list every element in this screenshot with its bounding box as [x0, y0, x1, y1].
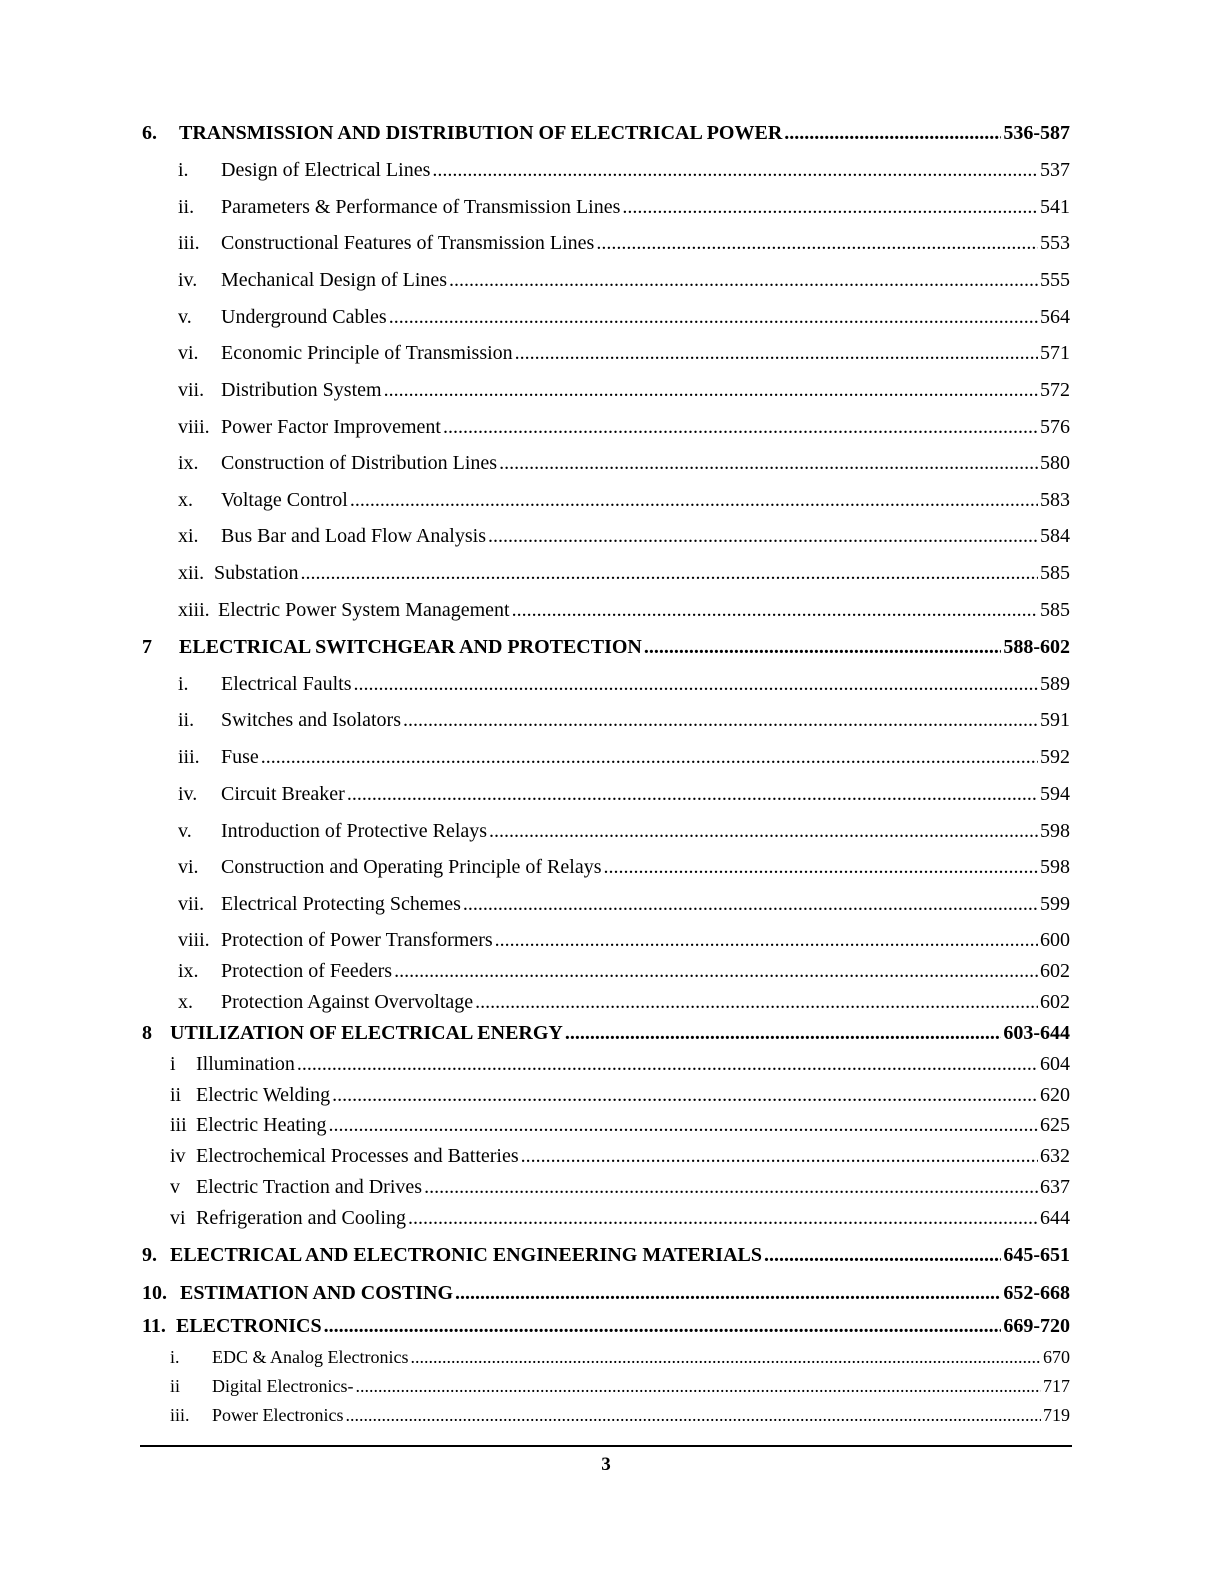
dot-leader: [329, 1114, 1039, 1137]
toc-section-entry[interactable]: [221, 783, 1070, 806]
dot-leader: [495, 929, 1038, 952]
toc-entry-title: Voltage Control: [221, 489, 348, 511]
toc-entry-number: x.: [178, 489, 193, 511]
toc-entry-title: ELECTRICAL AND ELECTRONIC ENGINEERING MATERIALS: [170, 1244, 762, 1266]
toc-entry-title: TRANSMISSION AND DISTRIBUTION OF ELECTRICAL POWER: [179, 122, 783, 144]
toc-entry-page: 580: [1040, 452, 1070, 474]
toc-entry-page: 600: [1040, 929, 1070, 951]
toc-entry-page: 592: [1040, 746, 1070, 768]
toc-entry-title: Parameters & Performance of Transmission Lines: [221, 196, 621, 218]
toc-entry-number: 8: [142, 1022, 152, 1044]
toc-entry-page: 537: [1040, 159, 1070, 181]
toc-entry-page: 652-668: [1003, 1282, 1070, 1304]
toc-section-entry[interactable]: [221, 856, 1070, 879]
toc-entry-page: 598: [1040, 820, 1070, 842]
dot-leader: [443, 416, 1038, 439]
toc-entry-number: ii: [170, 1376, 181, 1396]
dot-leader: [499, 452, 1038, 475]
toc-entry-page: 536-587: [1003, 122, 1070, 144]
toc-section-entry[interactable]: [218, 599, 1070, 622]
dot-leader: [603, 856, 1038, 879]
toc-chapter-entry[interactable]: [180, 1282, 1070, 1305]
toc-entry-number: ii.: [178, 709, 195, 731]
toc-entry-page: 555: [1040, 269, 1070, 291]
dot-leader: [432, 159, 1038, 182]
dot-leader: [384, 379, 1038, 402]
toc-entry-number: x.: [178, 991, 193, 1013]
dot-leader: [512, 599, 1038, 622]
toc-entry-title: EDC & Analog Electronics: [212, 1347, 409, 1367]
toc-section-entry[interactable]: [221, 746, 1070, 769]
toc-entry-page: 625: [1040, 1114, 1070, 1136]
toc-entry-title: Mechanical Design of Lines: [221, 269, 448, 291]
toc-entry-title: Illumination: [196, 1053, 295, 1075]
toc-entry-number: xi.: [178, 525, 199, 547]
toc-section-entry[interactable]: [196, 1145, 1070, 1168]
toc-entry-title: Introduction of Protective Relays: [221, 820, 488, 842]
dot-leader: [324, 1315, 1002, 1338]
toc-entry-page: 564: [1040, 306, 1070, 328]
toc-entry-number: xii.: [178, 562, 205, 584]
dot-leader: [300, 562, 1038, 585]
toc-entry-title: ELECTRONICS: [176, 1315, 322, 1337]
toc-chapter-entry[interactable]: [179, 122, 1070, 145]
toc-entry-number: vii.: [178, 379, 205, 401]
dot-leader: [521, 1145, 1038, 1168]
toc-entry-title: Protection of Power Transformers: [221, 929, 493, 951]
dot-leader: [784, 122, 1001, 145]
toc-entry-title: Distribution System: [221, 379, 382, 401]
toc-section-entry[interactable]: [221, 269, 1070, 292]
toc-entry-title: Construction of Distribution Lines: [221, 452, 498, 474]
toc-entry-page: 591: [1040, 709, 1070, 731]
toc-entry-number: iii: [170, 1114, 187, 1136]
toc-entry-number: 10.: [142, 1282, 167, 1304]
toc-entry-page: 604: [1040, 1053, 1070, 1075]
toc-entry-number: vii.: [178, 893, 205, 915]
toc-entry-number: iv.: [178, 783, 198, 805]
toc-entry-page: 602: [1040, 991, 1070, 1013]
toc-section-entry[interactable]: [221, 489, 1070, 512]
toc-entry-page: 594: [1040, 783, 1070, 805]
toc-section-entry[interactable]: [221, 525, 1070, 548]
dot-leader: [297, 1053, 1038, 1076]
toc-entry-number: iv: [170, 1145, 186, 1167]
toc-entry-title: Protection of Feeders: [221, 960, 393, 982]
toc-section-entry[interactable]: [212, 1376, 1070, 1397]
dot-leader: [475, 991, 1038, 1014]
toc-entry-number: 6.: [142, 122, 157, 144]
toc-entry-page: 585: [1040, 562, 1070, 584]
toc-entry-title: Underground Cables: [221, 306, 387, 328]
toc-entry-title: Switches and Isolators: [221, 709, 401, 731]
toc-entry-number: ix.: [178, 452, 199, 474]
toc-entry-number: vi.: [178, 342, 199, 364]
dot-leader: [644, 636, 1001, 659]
toc-entry-page: 571: [1040, 342, 1070, 364]
toc-section-entry[interactable]: [196, 1207, 1070, 1230]
toc-section-entry[interactable]: [212, 1405, 1070, 1426]
toc-entry-title: Constructional Features of Transmission Lines: [221, 232, 595, 254]
toc-entry-page: 670: [1043, 1347, 1070, 1367]
toc-entry-title: ELECTRICAL SWITCHGEAR AND PROTECTION: [179, 636, 642, 658]
toc-entry-number: v.: [178, 306, 192, 328]
toc-entry-number: i: [170, 1053, 176, 1075]
page-number: 3: [601, 1454, 611, 1475]
toc-entry-page: 576: [1040, 416, 1070, 438]
toc-entry-number: iii.: [178, 746, 200, 768]
toc-section-entry[interactable]: [221, 452, 1070, 475]
toc-entry-number: iv.: [178, 269, 198, 291]
toc-section-entry[interactable]: [221, 379, 1070, 402]
toc-entry-number: 11.: [142, 1315, 166, 1337]
toc-entry-title: Economic Principle of Transmission: [221, 342, 513, 364]
toc-entry-number: viii.: [178, 416, 210, 438]
toc-entry-number: i.: [178, 159, 189, 181]
toc-entry-page: 603-644: [1003, 1022, 1070, 1044]
dot-leader: [596, 232, 1038, 255]
dot-leader: [565, 1022, 1001, 1045]
toc-entry-page: 637: [1040, 1176, 1070, 1198]
toc-entry-title: Construction and Operating Principle of Relays: [221, 856, 602, 878]
toc-entry-number: 7: [142, 636, 152, 658]
dot-leader: [408, 1207, 1038, 1230]
toc-entry-title: Electric Welding: [196, 1084, 331, 1106]
toc-entry-number: v.: [178, 820, 192, 842]
dot-leader: [261, 746, 1038, 769]
dot-leader: [622, 196, 1038, 219]
toc-entry-page: 632: [1040, 1145, 1070, 1167]
toc-section-entry[interactable]: [221, 820, 1070, 843]
dot-leader: [354, 673, 1038, 696]
dot-leader: [489, 820, 1038, 843]
toc-entry-number: ii.: [178, 196, 195, 218]
toc-section-entry[interactable]: [221, 673, 1070, 696]
toc-section-entry[interactable]: [221, 991, 1070, 1014]
dot-leader: [394, 960, 1038, 983]
toc-entry-page: 620: [1040, 1084, 1070, 1106]
toc-entry-title: Electric Traction and Drives: [196, 1176, 423, 1198]
toc-section-entry[interactable]: [212, 1347, 1070, 1368]
toc-entry-page: 645-651: [1003, 1244, 1070, 1266]
toc-section-entry[interactable]: [221, 232, 1070, 255]
toc-entry-number: vi.: [178, 856, 199, 878]
toc-entry-page: 589: [1040, 673, 1070, 695]
dot-leader: [355, 1376, 1041, 1397]
toc-entry-number: 9.: [142, 1244, 157, 1266]
toc-entry-title: Power Electronics: [212, 1405, 344, 1425]
toc-entry-page: 719: [1043, 1405, 1070, 1425]
dot-leader: [389, 306, 1038, 329]
toc-entry-title: Electrical Faults: [221, 673, 352, 695]
toc-section-entry[interactable]: [221, 196, 1070, 219]
toc-entry-page: 553: [1040, 232, 1070, 254]
toc-entry-page: 541: [1040, 196, 1070, 218]
toc-section-entry[interactable]: [221, 342, 1070, 365]
toc-entry-title: Refrigeration and Cooling: [196, 1207, 406, 1229]
dot-leader: [424, 1176, 1038, 1199]
toc-section-entry[interactable]: [221, 416, 1070, 439]
toc-entry-title: Protection Against Overvoltage: [221, 991, 474, 1013]
toc-section-entry[interactable]: [221, 306, 1070, 329]
dot-leader: [347, 783, 1038, 806]
dot-leader: [332, 1084, 1038, 1107]
toc-section-entry[interactable]: [196, 1053, 1070, 1076]
toc-entry-page: 669-720: [1003, 1315, 1070, 1337]
toc-section-entry[interactable]: [196, 1176, 1070, 1199]
toc-entry-page: 585: [1040, 599, 1070, 621]
dot-leader: [515, 342, 1038, 365]
toc-entry-title: Power Factor Improvement: [221, 416, 441, 438]
dot-leader: [449, 269, 1038, 292]
toc-entry-number: viii.: [178, 929, 210, 951]
dot-leader: [410, 1347, 1041, 1368]
toc-entry-title: Digital Electronics-: [212, 1376, 354, 1396]
toc-entry-number: ix.: [178, 960, 199, 982]
toc-entry-page: 572: [1040, 379, 1070, 401]
dot-leader: [488, 525, 1038, 548]
dot-leader: [350, 489, 1038, 512]
toc-entry-page: 644: [1040, 1207, 1070, 1229]
toc-entry-title: Circuit Breaker: [221, 783, 345, 805]
toc-entry-title: Electrical Protecting Schemes: [221, 893, 461, 915]
toc-entry-number: iii.: [178, 232, 200, 254]
toc-entry-number: i.: [178, 673, 189, 695]
toc-entry-title: Substation: [214, 562, 299, 584]
toc-entry-number: iii.: [170, 1405, 190, 1425]
toc-entry-title: Fuse: [221, 746, 259, 768]
toc-entry-title: Electric Power System Management: [218, 599, 510, 621]
toc-chapter-entry[interactable]: [179, 636, 1070, 659]
toc-section-entry[interactable]: [196, 1114, 1070, 1137]
toc-entry-title: ESTIMATION AND COSTING: [180, 1282, 454, 1304]
toc-entry-page: 588-602: [1003, 636, 1070, 658]
toc-section-entry[interactable]: [196, 1084, 1070, 1107]
toc-section-entry[interactable]: [221, 709, 1070, 732]
toc-section-entry[interactable]: [221, 159, 1070, 182]
toc-entry-title: UTILIZATION OF ELECTRICAL ENERGY: [170, 1022, 563, 1044]
toc-entry-title: Bus Bar and Load Flow Analysis: [221, 525, 486, 547]
toc-entry-page: 599: [1040, 893, 1070, 915]
footer-divider: [140, 1445, 1072, 1447]
toc-entry-title: Electrochemical Processes and Batteries: [196, 1145, 519, 1167]
toc-chapter-entry[interactable]: [176, 1315, 1070, 1338]
toc-entry-number: ii: [170, 1084, 182, 1106]
toc-entry-title: Design of Electrical Lines: [221, 159, 431, 181]
toc-entry-title: Electric Heating: [196, 1114, 327, 1136]
toc-entry-page: 717: [1043, 1376, 1070, 1396]
dot-leader: [403, 709, 1038, 732]
dot-leader: [455, 1282, 1001, 1305]
dot-leader: [463, 893, 1038, 916]
toc-entry-page: 584: [1040, 525, 1070, 547]
toc-entry-page: 602: [1040, 960, 1070, 982]
toc-chapter-entry[interactable]: [170, 1244, 1070, 1267]
toc-entry-page: 583: [1040, 489, 1070, 511]
toc-chapter-entry[interactable]: [170, 1022, 1070, 1045]
toc-entry-page: 598: [1040, 856, 1070, 878]
toc-entry-number: i.: [170, 1347, 180, 1367]
toc-entry-number: xiii.: [178, 599, 210, 621]
toc-entry-number: v: [170, 1176, 180, 1198]
toc-section-entry[interactable]: [221, 893, 1070, 916]
toc-section-entry[interactable]: [221, 960, 1070, 983]
toc-section-entry[interactable]: [221, 929, 1070, 952]
toc-entry-number: vi: [170, 1207, 186, 1229]
dot-leader: [764, 1244, 1001, 1267]
dot-leader: [345, 1405, 1041, 1426]
toc-section-entry[interactable]: [214, 562, 1070, 585]
